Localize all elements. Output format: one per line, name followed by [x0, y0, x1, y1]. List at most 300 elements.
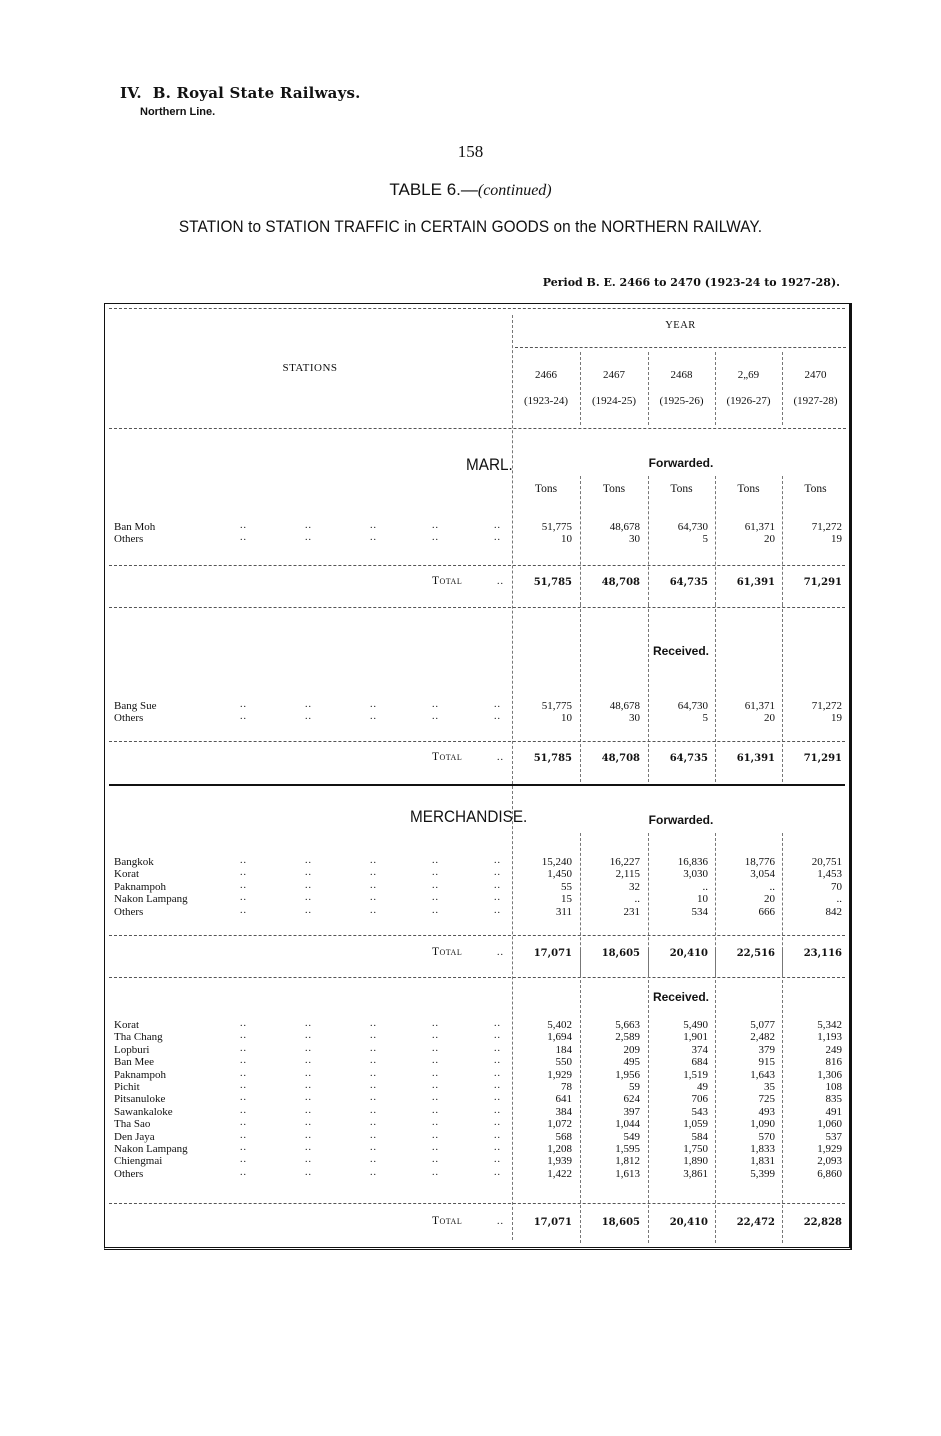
leader-dots: .. [494, 904, 501, 916]
table-cell: 1,613 [615, 1167, 640, 1180]
year-column-rule [715, 352, 716, 425]
total-cell: 64,735 [669, 577, 708, 588]
table-cell: 231 [623, 905, 640, 918]
leader-dots: .. [305, 532, 312, 544]
subtotal-rule [109, 565, 845, 566]
station-name: Others [114, 1167, 144, 1180]
table-cell: 16,836 [677, 856, 708, 868]
leader-dots: .. [370, 1154, 377, 1166]
station-name: Ban Moh [114, 521, 156, 533]
table-cell: 1,694 [547, 1031, 572, 1044]
leader-dots: .. [432, 1067, 439, 1079]
station-name: Bang Sue [114, 700, 157, 712]
leader-dots: .. [370, 1129, 377, 1141]
unit-label-4: Tons [804, 483, 827, 495]
table-cell: 1,519 [683, 1068, 708, 1081]
year-ce-0: (1923-24) [524, 395, 568, 407]
leader-dots: .. [494, 867, 501, 879]
header-bottom-rule [109, 428, 846, 429]
section-rule [109, 977, 845, 978]
leader-dots: .. [240, 1030, 247, 1042]
table-cell: 1,956 [615, 1068, 640, 1081]
total-cell: 20,410 [669, 1217, 708, 1228]
table-title: STATION to STATION TRAFFIC in CERTAIN GOODS on the NORTHERN RAILWAY. [178, 218, 763, 236]
table-cell: 706 [691, 1093, 708, 1106]
leader-dots: .. [494, 520, 501, 531]
leader-dots: .. [432, 1042, 439, 1054]
table-cell: 59 [629, 1081, 640, 1093]
leader-dots: .. [432, 1104, 439, 1116]
leader-dots: .. [370, 532, 377, 544]
table-cell: 397 [623, 1105, 640, 1118]
leader-dots: .. [305, 892, 312, 904]
leader-dots: .. [305, 1142, 312, 1153]
leader-dots: .. [432, 1166, 439, 1178]
railway-title: B. Royal State Railways. [152, 84, 361, 102]
table-cell: 311 [555, 905, 572, 918]
table-cell: 550 [555, 1056, 572, 1069]
table-cell: 10 [561, 712, 572, 725]
table-cell: 49 [697, 1081, 708, 1093]
table-cell: 374 [691, 1043, 708, 1056]
leader-dots: .. [432, 711, 439, 723]
total-cell: 22,828 [803, 1217, 842, 1228]
leader-dots: .. [494, 1055, 501, 1067]
table-cell: .. [634, 893, 640, 906]
table-cell: 61,371 [744, 521, 775, 533]
table-cell: 19 [831, 533, 842, 546]
table-cell: 835 [825, 1093, 842, 1106]
table-cell: 1,812 [615, 1155, 640, 1168]
leader-dots: .. [305, 1080, 312, 1091]
table-cell: 1,643 [750, 1068, 775, 1081]
leader-dots: .. [497, 752, 504, 763]
year-rule [515, 347, 846, 348]
table-cell: 16,227 [609, 856, 640, 868]
table-cell: 71,272 [811, 521, 842, 533]
table-cell: 1,750 [683, 1143, 708, 1155]
leader-dots: .. [432, 520, 439, 531]
unit-label-0: Tons [534, 483, 558, 495]
leader-dots: .. [494, 1042, 501, 1054]
table-cell: 2,482 [750, 1031, 775, 1044]
leader-dots: .. [370, 1018, 377, 1029]
table-cell: 1,090 [750, 1118, 775, 1131]
leader-dots: .. [240, 520, 247, 531]
table-cell: 10 [697, 893, 708, 906]
leader-dots: .. [370, 1117, 377, 1129]
table-cell: 568 [555, 1130, 572, 1143]
table-cell: 1,060 [817, 1118, 842, 1131]
station-name: Nakon Lampang [114, 893, 188, 906]
leader-dots: .. [305, 699, 312, 710]
table-cell: 816 [825, 1056, 842, 1069]
leader-dots: .. [240, 1142, 247, 1153]
leader-dots: .. [494, 855, 501, 866]
section-commodity-2: MERCHANDISE. [410, 807, 528, 826]
table-cell: 10 [561, 533, 572, 546]
leader-dots: .. [370, 904, 377, 916]
table-cell: 70 [831, 880, 842, 893]
table-cell: 1,833 [750, 1143, 775, 1155]
total-cell: 64,735 [669, 753, 708, 764]
section-rule [109, 607, 845, 608]
leader-dots: .. [432, 1055, 439, 1067]
leader-dots: .. [432, 879, 439, 891]
year-column-rule [648, 352, 649, 425]
leader-dots: .. [305, 1166, 312, 1178]
table-cell: 71,272 [811, 700, 842, 712]
table-cell: 1,595 [615, 1143, 640, 1155]
leader-dots: .. [494, 1067, 501, 1079]
table-cell: 5,663 [615, 1019, 640, 1031]
leader-dots: .. [432, 855, 439, 866]
period-note: Period B. E. 2466 to 2470 (1923-24 to 1927-28). [542, 276, 840, 289]
section-divider [109, 784, 845, 786]
table-cell: .. [769, 880, 775, 893]
total-label: Total [432, 751, 463, 763]
year-ce-4: (1927-28) [793, 395, 838, 407]
table-cell: 384 [555, 1105, 572, 1118]
total-cell: 20,410 [669, 948, 708, 959]
leader-dots: .. [432, 1030, 439, 1042]
section-commodity-0: MARL. [466, 455, 513, 474]
part-number: IV. [120, 84, 142, 102]
table-cell: 725 [758, 1093, 775, 1106]
subtotal-rule [109, 741, 845, 742]
table-cell: 5,402 [547, 1019, 572, 1031]
table-cell: 570 [758, 1130, 775, 1143]
leader-dots: .. [370, 1042, 377, 1054]
table-cell: 5 [702, 533, 708, 546]
leader-dots: .. [370, 867, 377, 879]
leader-dots: .. [305, 879, 312, 891]
line-name: Northern Line. [140, 106, 216, 118]
table-cell: 3,030 [683, 868, 708, 881]
section-direction-2: Forwarded. [648, 813, 714, 827]
leader-dots: .. [432, 1117, 439, 1129]
table-cell: 666 [758, 905, 775, 918]
leader-dots: .. [494, 1092, 501, 1104]
section-direction-0: Forwarded. [648, 456, 714, 470]
total-cell: 23,116 [803, 948, 842, 959]
stations-header: STATIONS [282, 362, 338, 374]
table-cell: 108 [825, 1081, 842, 1093]
total-cell: 17,071 [533, 948, 572, 959]
leader-dots: .. [494, 699, 501, 710]
year-be-3: 2„69 [737, 369, 760, 381]
table-cell: 20 [764, 712, 775, 725]
total-cell: 48,708 [601, 577, 640, 588]
unit-label-1: Tons [602, 483, 626, 495]
leader-dots: .. [494, 711, 501, 723]
station-name: Paknampoh [114, 880, 166, 893]
table-cell: 543 [691, 1105, 708, 1118]
leader-dots: .. [240, 1166, 247, 1178]
table-cell: 6,860 [817, 1167, 842, 1180]
header-top-rule [109, 308, 845, 309]
leader-dots: .. [370, 855, 377, 866]
table-cell: 534 [691, 905, 708, 918]
total-cell: 22,516 [736, 948, 775, 959]
table-cell: 5,342 [817, 1019, 842, 1031]
table-cell: 19 [831, 712, 842, 725]
leader-dots: .. [497, 1216, 504, 1227]
table-cell: 2,115 [615, 868, 640, 881]
table-cell: 20 [764, 893, 775, 906]
table-cell: 64,730 [677, 700, 708, 712]
table-cell: 915 [758, 1056, 775, 1069]
leader-dots: .. [240, 1154, 247, 1166]
table-cell: 32 [629, 880, 640, 893]
table-cell: 491 [825, 1105, 842, 1118]
leader-dots: .. [494, 892, 501, 904]
leader-dots: .. [494, 1030, 501, 1042]
leader-dots: .. [432, 1142, 439, 1153]
leader-dots: .. [497, 947, 504, 958]
station-name: Tha Chang [114, 1031, 163, 1044]
leader-dots: .. [305, 1030, 312, 1042]
table-cell: 493 [758, 1105, 775, 1118]
table-continued: (continued) [477, 182, 552, 199]
table-cell: 1,939 [547, 1155, 572, 1168]
leader-dots: .. [240, 1117, 247, 1129]
leader-dots: .. [240, 879, 247, 891]
table-cell: 249 [825, 1043, 842, 1056]
table-cell: 55 [561, 880, 572, 893]
leader-dots: .. [305, 1104, 312, 1116]
total-label: Total [432, 575, 463, 587]
table-cell: .. [702, 880, 708, 893]
table-cell: 1,831 [750, 1155, 775, 1168]
leader-dots: .. [305, 1055, 312, 1067]
subtotal-rule [109, 935, 845, 936]
table-cell: 1,901 [683, 1031, 708, 1044]
table-cell: 209 [623, 1043, 640, 1056]
leader-dots: .. [305, 711, 312, 723]
table-cell: 1,072 [547, 1118, 572, 1131]
leader-dots: .. [305, 867, 312, 879]
station-name: Korat [114, 1019, 140, 1031]
leader-dots: .. [494, 1117, 501, 1129]
table-cell: 5 [702, 712, 708, 725]
leader-dots: .. [370, 1092, 377, 1104]
leader-dots: .. [370, 711, 377, 723]
year-ce-3: (1926-27) [726, 395, 771, 407]
leader-dots: .. [305, 904, 312, 916]
table-cell: 15 [561, 893, 572, 906]
year-header: YEAR [665, 320, 696, 331]
leader-dots: .. [370, 892, 377, 904]
year-column-rule [580, 352, 581, 425]
leader-dots: .. [240, 1092, 247, 1104]
table-cell: 1,422 [547, 1167, 572, 1180]
total-cell: 71,291 [803, 753, 842, 764]
table-label [0, 180, 941, 200]
table-cell: 51,775 [541, 521, 572, 533]
total-cell: 51,785 [533, 577, 572, 588]
table-cell: 2,093 [817, 1155, 842, 1168]
station-name: Others [114, 533, 144, 546]
leader-dots: .. [305, 1042, 312, 1054]
table-cell: 1,453 [817, 868, 842, 881]
leader-dots: .. [305, 1117, 312, 1129]
leader-dots: .. [432, 699, 439, 710]
year-column-rule [782, 352, 783, 425]
table-cell: 78 [561, 1081, 572, 1093]
total-label: Total [432, 1215, 463, 1227]
leader-dots: .. [240, 532, 247, 544]
total-cell: 17,071 [533, 1217, 572, 1228]
table-cell: .. [836, 893, 842, 906]
station-name: Tha Sao [114, 1118, 151, 1131]
leader-dots: .. [240, 1080, 247, 1091]
table-cell: 51,775 [541, 700, 572, 712]
table-cell: 684 [691, 1056, 708, 1069]
year-be-1: 2467 [603, 369, 625, 381]
leader-dots: .. [432, 1018, 439, 1029]
leader-dots: .. [494, 1154, 501, 1166]
total-cell: 61,391 [736, 753, 775, 764]
table-cell: 18,776 [744, 856, 775, 868]
table-cell: 3,054 [750, 868, 775, 881]
year-ce-1: (1924-25) [592, 395, 636, 407]
leader-dots: .. [305, 1018, 312, 1029]
table-cell: 184 [555, 1043, 572, 1056]
unit-label-3: Tons [737, 483, 760, 495]
table-cell: 379 [758, 1043, 775, 1056]
table-cell: 1,306 [817, 1068, 842, 1081]
year-be-2: 2468 [670, 369, 693, 381]
leader-dots: .. [240, 1129, 247, 1141]
leader-dots: .. [370, 1104, 377, 1116]
table-cell: 15,240 [541, 856, 572, 868]
total-cell: 71,291 [803, 577, 842, 588]
leader-dots: .. [240, 892, 247, 904]
table-cell: 584 [691, 1130, 708, 1143]
section-direction-1: Received. [652, 644, 710, 658]
unit-label-2: Tons [670, 483, 693, 495]
section-direction-3: Received. [652, 990, 710, 1004]
leader-dots: .. [494, 532, 501, 544]
leader-dots: .. [432, 1080, 439, 1091]
leader-dots: .. [305, 855, 312, 866]
station-name: Sawankaloke [114, 1105, 173, 1118]
station-name: Nakon Lampang [114, 1143, 188, 1155]
table-cell: 1,890 [683, 1155, 708, 1168]
year-be-0: 2466 [535, 369, 557, 381]
leader-dots: .. [305, 520, 312, 531]
table-cell: 20,751 [811, 856, 842, 868]
leader-dots: .. [240, 1104, 247, 1116]
station-name: Lopburi [114, 1043, 150, 1056]
leader-dots: .. [370, 879, 377, 891]
table-number: TABLE 6.— [389, 180, 478, 199]
table-cell: 2,589 [615, 1031, 640, 1044]
total-label: Total [432, 946, 463, 958]
table-cell: 5,490 [683, 1019, 708, 1031]
leader-dots: .. [494, 1129, 501, 1141]
table-cell: 48,678 [609, 521, 640, 533]
page-number: 158 [457, 142, 484, 161]
station-name: Paknampoh [114, 1068, 166, 1081]
total-cell: 48,708 [601, 753, 640, 764]
leader-dots: .. [240, 1067, 247, 1079]
table-cell: 5,399 [750, 1167, 775, 1180]
leader-dots: .. [305, 1129, 312, 1141]
table-cell: 1,929 [547, 1068, 572, 1081]
leader-dots: .. [370, 1030, 377, 1042]
leader-dots: .. [240, 904, 247, 916]
total-cell: 18,605 [601, 1217, 640, 1228]
table-cell: 641 [555, 1093, 572, 1106]
year-ce-2: (1925-26) [659, 395, 704, 407]
table-cell: 64,730 [677, 521, 708, 533]
leader-dots: .. [240, 1042, 247, 1054]
leader-dots: .. [497, 576, 504, 587]
leader-dots: .. [240, 1018, 247, 1029]
table-cell: 495 [623, 1056, 640, 1069]
total-cell: 22,472 [736, 1217, 775, 1228]
leader-dots: .. [432, 1154, 439, 1166]
leader-dots: .. [432, 1129, 439, 1141]
station-name: Pitsanuloke [114, 1093, 166, 1106]
leader-dots: .. [240, 867, 247, 879]
leader-dots: .. [370, 1067, 377, 1079]
station-name: Bangkok [114, 856, 154, 868]
leader-dots: .. [432, 532, 439, 544]
subtotal-rule [109, 1203, 845, 1204]
table-cell: 842 [825, 905, 842, 918]
station-name: Chiengmai [114, 1155, 163, 1168]
table-cell: 1,059 [683, 1118, 708, 1131]
leader-dots: .. [240, 855, 247, 866]
leader-dots: .. [494, 1018, 501, 1029]
total-cell: 51,785 [533, 753, 572, 764]
leader-dots: .. [370, 1080, 377, 1091]
table-cell: 624 [623, 1093, 640, 1106]
table-cell: 48,678 [609, 700, 640, 712]
station-name: Pichit [114, 1081, 140, 1093]
leader-dots: .. [370, 1166, 377, 1178]
section-heading [120, 84, 361, 102]
leader-dots: .. [370, 1142, 377, 1153]
table-cell: 1,193 [817, 1031, 842, 1044]
leader-dots: .. [432, 892, 439, 904]
table-cell: 549 [623, 1130, 640, 1143]
leader-dots: .. [305, 1154, 312, 1166]
leader-dots: .. [432, 1092, 439, 1104]
leader-dots: .. [370, 520, 377, 531]
table-cell: 1,044 [615, 1118, 640, 1131]
leader-dots: .. [494, 879, 501, 891]
station-name: Others [114, 905, 144, 918]
leader-dots: .. [305, 1092, 312, 1104]
leader-dots: .. [240, 699, 247, 710]
table-cell: 5,077 [750, 1019, 775, 1031]
leader-dots: .. [494, 1080, 501, 1091]
leader-dots: .. [240, 1055, 247, 1067]
table-cell: 537 [825, 1130, 842, 1143]
leader-dots: .. [494, 1166, 501, 1178]
total-cell: 61,391 [736, 577, 775, 588]
leader-dots: .. [494, 1142, 501, 1153]
station-name: Ban Mee [114, 1056, 155, 1069]
total-cell: 18,605 [601, 948, 640, 959]
leader-dots: .. [432, 904, 439, 916]
leader-dots: .. [305, 1067, 312, 1079]
table-cell: 1,208 [547, 1143, 572, 1155]
